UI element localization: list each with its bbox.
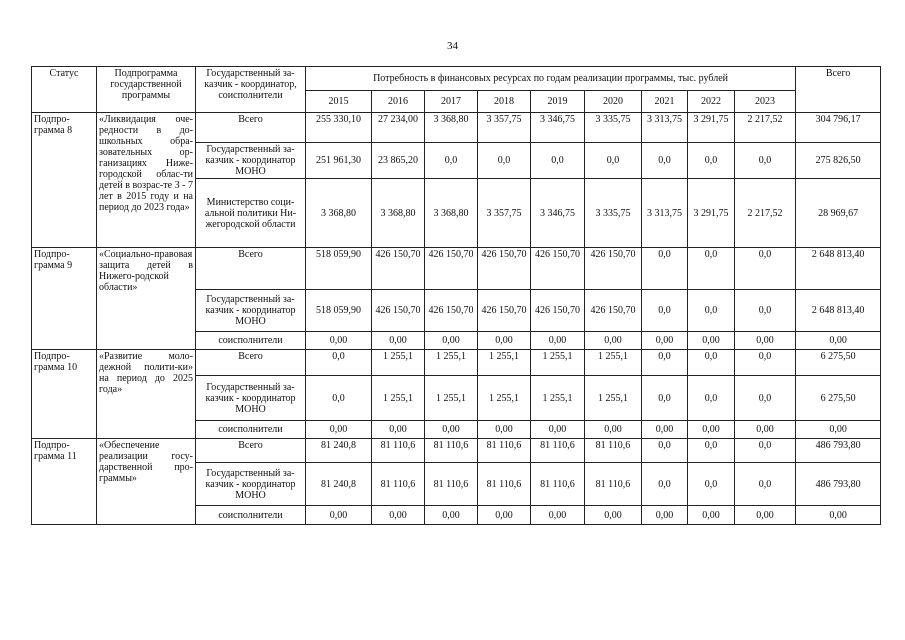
header-financial-need: Потребность в финансовых ресурсах по годам реализации программы, тыс. рублей <box>306 67 796 91</box>
year-value-cell: 81 110,6 <box>425 439 478 463</box>
year-value-cell: 3 346,75 <box>531 179 585 248</box>
executor-label: соисполнители <box>196 332 306 350</box>
year-value-cell: 0,0 <box>531 143 585 179</box>
year-value-cell: 0,0 <box>688 463 735 506</box>
year-value-cell: 518 059,90 <box>306 248 372 290</box>
year-value-cell: 81 110,6 <box>372 439 425 463</box>
year-value-cell: 0,0 <box>735 350 796 376</box>
year-value-cell: 0,00 <box>735 421 796 439</box>
year-value-cell: 0,00 <box>372 506 425 525</box>
year-value-cell: 0,00 <box>531 506 585 525</box>
year-value-cell: 0,0 <box>642 463 688 506</box>
year-value-cell: 426 150,70 <box>478 248 531 290</box>
year-value-cell: 81 240,8 <box>306 463 372 506</box>
row-total-cell: 0,00 <box>796 332 881 350</box>
year-value-cell: 1 255,1 <box>585 376 642 421</box>
year-value-cell: 0,0 <box>688 376 735 421</box>
year-value-cell: 81 110,6 <box>478 439 531 463</box>
year-value-cell: 1 255,1 <box>531 350 585 376</box>
year-value-cell: 81 110,6 <box>585 463 642 506</box>
year-value-cell: 0,0 <box>478 143 531 179</box>
header-subprogram: Подпрограмма государственной программы <box>97 67 196 113</box>
year-value-cell: 0,0 <box>642 376 688 421</box>
header-year: 2016 <box>372 91 425 113</box>
year-value-cell: 2 217,52 <box>735 113 796 143</box>
year-value-cell: 0,0 <box>688 248 735 290</box>
year-value-cell: 0,0 <box>735 463 796 506</box>
year-value-cell: 426 150,70 <box>585 248 642 290</box>
year-value-cell: 426 150,70 <box>372 248 425 290</box>
row-total-cell: 304 796,17 <box>796 113 881 143</box>
year-value-cell: 0,00 <box>688 421 735 439</box>
year-value-cell: 27 234,00 <box>372 113 425 143</box>
subprogram-status: Подпро-грамма 10 <box>32 350 97 439</box>
subprogram-status: Подпро-грамма 9 <box>32 248 97 350</box>
subprogram-name: «Социально-правовая защита детей в Нижего-родской области» <box>97 248 196 350</box>
year-value-cell: 81 110,6 <box>372 463 425 506</box>
year-value-cell: 251 961,30 <box>306 143 372 179</box>
executor-label: Государственный за-казчик - координатор МОНО <box>196 143 306 179</box>
year-value-cell: 3 313,75 <box>642 113 688 143</box>
year-value-cell: 0,00 <box>425 332 478 350</box>
table-header <box>32 67 881 113</box>
year-value-cell: 426 150,70 <box>425 248 478 290</box>
year-value-cell: 0,0 <box>735 290 796 332</box>
year-value-cell: 0,0 <box>306 350 372 376</box>
year-value-cell: 81 110,6 <box>425 463 478 506</box>
year-value-cell: 0,0 <box>642 290 688 332</box>
year-value-cell: 1 255,1 <box>478 376 531 421</box>
year-value-cell: 0,00 <box>735 332 796 350</box>
year-value-cell: 0,00 <box>735 506 796 525</box>
year-value-cell: 0,0 <box>642 439 688 463</box>
year-value-cell: 0,00 <box>425 506 478 525</box>
year-value-cell: 0,00 <box>531 421 585 439</box>
year-value-cell: 0,00 <box>531 332 585 350</box>
year-value-cell: 0,0 <box>735 439 796 463</box>
row-total-cell: 486 793,80 <box>796 463 881 506</box>
year-value-cell: 426 150,70 <box>425 290 478 332</box>
year-value-cell: 1 255,1 <box>585 350 642 376</box>
year-value-cell: 3 368,80 <box>306 179 372 248</box>
year-value-cell: 81 110,6 <box>478 463 531 506</box>
header-year: 2017 <box>425 91 478 113</box>
header-year: 2022 <box>688 91 735 113</box>
row-total-cell: 0,00 <box>796 421 881 439</box>
row-total-cell: 2 648 813,40 <box>796 248 881 290</box>
year-value-cell: 0,00 <box>585 332 642 350</box>
subprogram-name: «Обеспечение реализации госу-дарственной про-граммы» <box>97 439 196 525</box>
year-value-cell: 0,0 <box>642 350 688 376</box>
year-value-cell: 0,00 <box>585 421 642 439</box>
year-value-cell: 3 291,75 <box>688 179 735 248</box>
year-value-cell: 0,00 <box>585 506 642 525</box>
header-year: 2023 <box>735 91 796 113</box>
table-row <box>32 248 881 290</box>
year-value-cell: 23 865,20 <box>372 143 425 179</box>
executor-label: Министерство соци-альной политики Ни-жегородской области <box>196 179 306 248</box>
year-value-cell: 0,00 <box>306 506 372 525</box>
year-value-cell: 0,00 <box>688 506 735 525</box>
year-value-cell: 3 368,80 <box>372 179 425 248</box>
year-value-cell: 3 357,75 <box>478 179 531 248</box>
executor-label: Государственный за-казчик - координатор МОНО <box>196 376 306 421</box>
year-value-cell: 2 217,52 <box>735 179 796 248</box>
year-value-cell: 3 346,75 <box>531 113 585 143</box>
table-body <box>32 113 881 525</box>
subprogram-name: «Развитие моло-дежной полити-ки» на период до 2025 года» <box>97 350 196 439</box>
year-value-cell: 81 240,8 <box>306 439 372 463</box>
table-row <box>32 113 881 143</box>
year-value-cell: 0,00 <box>688 332 735 350</box>
year-value-cell: 81 110,6 <box>531 439 585 463</box>
year-value-cell: 0,0 <box>585 143 642 179</box>
table-row <box>32 350 881 376</box>
header-customer: Государственный за-казчик - координатор, соисполнители <box>196 67 306 113</box>
executor-label: Государственный за-казчик - координатор МОНО <box>196 290 306 332</box>
header-year: 2015 <box>306 91 372 113</box>
year-value-cell: 0,00 <box>478 332 531 350</box>
year-value-cell: 3 335,75 <box>585 179 642 248</box>
row-total-cell: 28 969,67 <box>796 179 881 248</box>
year-value-cell: 3 357,75 <box>478 113 531 143</box>
year-value-cell: 0,0 <box>425 143 478 179</box>
year-value-cell: 255 330,10 <box>306 113 372 143</box>
year-value-cell: 1 255,1 <box>425 376 478 421</box>
year-value-cell: 1 255,1 <box>425 350 478 376</box>
row-total-cell: 2 648 813,40 <box>796 290 881 332</box>
year-value-cell: 0,00 <box>642 421 688 439</box>
year-value-cell: 426 150,70 <box>585 290 642 332</box>
header-year: 2018 <box>478 91 531 113</box>
year-value-cell: 0,0 <box>688 143 735 179</box>
year-value-cell: 0,0 <box>306 376 372 421</box>
year-value-cell: 0,0 <box>688 290 735 332</box>
year-value-cell: 426 150,70 <box>531 248 585 290</box>
header-year: 2019 <box>531 91 585 113</box>
year-value-cell: 518 059,90 <box>306 290 372 332</box>
table-row <box>32 439 881 463</box>
year-value-cell: 0,00 <box>306 332 372 350</box>
row-total-cell: 6 275,50 <box>796 350 881 376</box>
header-total: Всего <box>796 67 881 113</box>
year-value-cell: 426 150,70 <box>531 290 585 332</box>
year-value-cell: 0,00 <box>642 506 688 525</box>
year-value-cell: 426 150,70 <box>478 290 531 332</box>
year-value-cell: 3 368,80 <box>425 179 478 248</box>
year-value-cell: 0,0 <box>642 143 688 179</box>
executor-label: Всего <box>196 350 306 376</box>
year-value-cell: 0,0 <box>688 439 735 463</box>
year-value-cell: 426 150,70 <box>372 290 425 332</box>
executor-label: Государственный за-казчик - координатор МОНО <box>196 463 306 506</box>
year-value-cell: 0,00 <box>372 332 425 350</box>
row-total-cell: 486 793,80 <box>796 439 881 463</box>
year-value-cell: 0,00 <box>425 421 478 439</box>
subprogram-name: «Ликвидация оче-редности в до-школьных обра-зовательных ор-ганизациях Ниже-городской облас-ти детей в возрас-те 3 - 7 лет в 2015 году и на период до 2023 года» <box>97 113 196 248</box>
page-number: 34 <box>447 40 458 52</box>
financing-table <box>31 66 881 525</box>
year-value-cell: 81 110,6 <box>531 463 585 506</box>
executor-label: Всего <box>196 113 306 143</box>
executor-label: Всего <box>196 248 306 290</box>
subprogram-status: Подпро-грамма 11 <box>32 439 97 525</box>
year-value-cell: 0,00 <box>642 332 688 350</box>
year-value-cell: 0,00 <box>478 421 531 439</box>
year-value-cell: 1 255,1 <box>372 350 425 376</box>
header-status: Статус <box>32 67 97 113</box>
year-value-cell: 3 368,80 <box>425 113 478 143</box>
row-total-cell: 6 275,50 <box>796 376 881 421</box>
year-value-cell: 0,0 <box>642 248 688 290</box>
year-value-cell: 3 313,75 <box>642 179 688 248</box>
executor-label: Всего <box>196 439 306 463</box>
executor-label: соисполнители <box>196 506 306 525</box>
row-total-cell: 275 826,50 <box>796 143 881 179</box>
year-value-cell: 0,00 <box>478 506 531 525</box>
year-value-cell: 1 255,1 <box>531 376 585 421</box>
header-year: 2021 <box>642 91 688 113</box>
year-value-cell: 81 110,6 <box>585 439 642 463</box>
year-value-cell: 1 255,1 <box>478 350 531 376</box>
row-total-cell: 0,00 <box>796 506 881 525</box>
year-value-cell: 0,00 <box>306 421 372 439</box>
year-value-cell: 0,0 <box>735 376 796 421</box>
year-value-cell: 0,0 <box>735 248 796 290</box>
year-value-cell: 3 335,75 <box>585 113 642 143</box>
subprogram-status: Подпро-грамма 8 <box>32 113 97 248</box>
year-value-cell: 0,0 <box>735 143 796 179</box>
year-value-cell: 0,00 <box>372 421 425 439</box>
header-year: 2020 <box>585 91 642 113</box>
executor-label: соисполнители <box>196 421 306 439</box>
year-value-cell: 1 255,1 <box>372 376 425 421</box>
year-value-cell: 0,0 <box>688 350 735 376</box>
year-value-cell: 3 291,75 <box>688 113 735 143</box>
